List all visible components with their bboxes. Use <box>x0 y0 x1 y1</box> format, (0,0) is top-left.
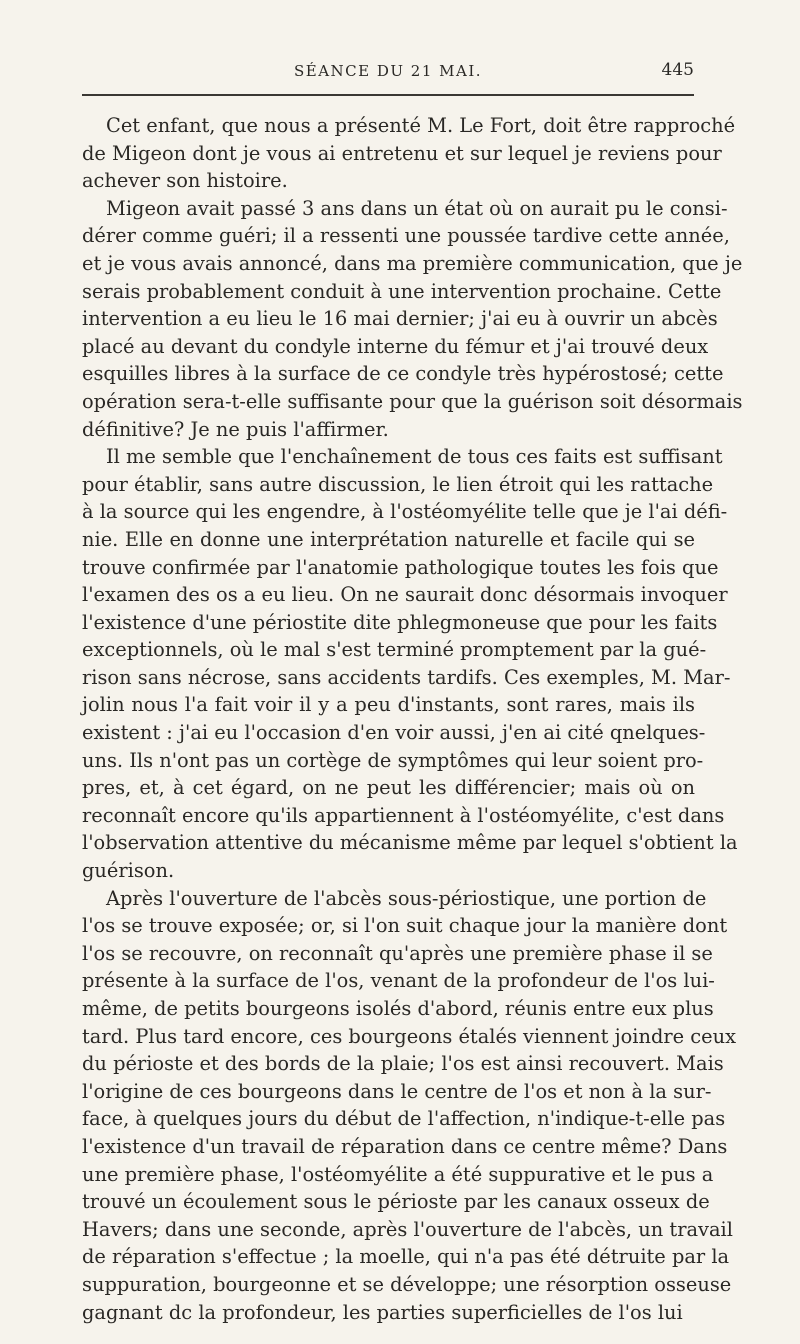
text-line: nie. Elle en donne une interprétation naturelle et facile qui se <box>82 527 695 551</box>
text-line: uns. Ils n'ont pas un cortège de symptômes qui leur soient pro- <box>82 748 704 772</box>
text-line: à la source qui les engendre, à l'ostéomyélite telle que je l'ai défi- <box>82 500 728 524</box>
text-line: l'existence d'un travail de réparation dans ce centre même? Dans <box>82 1134 728 1158</box>
text-line: même, de petits bourgeons isolés d'abord, réunis entre eux plus <box>82 997 714 1020</box>
text-line: existent : j'ai eu l'occasion d'en voir aussi, j'en ai cité qnelques- <box>82 721 706 745</box>
text-line: l'origine de ces bourgeons dans le centre de l'os et non à la sur- <box>82 1079 712 1103</box>
text-line: opération sera-t-elle suffisante pour que la guérison soit désormais <box>82 389 743 413</box>
text-line: de Migeon dont je vous ai entretenu et sur lequel je reviens pour <box>82 141 722 165</box>
text-line: et je vous avais annoncé, dans ma première communication, que je <box>82 251 743 275</box>
text-line: définitive? Je ne puis l'affirmer. <box>82 417 389 441</box>
text-line: Il me semble que l'enchaînement de tous ces faits est suffisant <box>106 445 723 469</box>
running-title: SÉANCE DU 21 MAI. <box>293 62 483 80</box>
text-line: face, à quelques jours du début de l'affection, n'indique-t-elle pas <box>82 1107 726 1131</box>
text-line: pres, et, à cet égard, on ne peut les différencier; mais où on <box>82 776 695 800</box>
text-line: l'os se recouvre, on reconnaît qu'après une première phase il se <box>82 941 713 965</box>
text-line: suppuration, bourgeonne et se développe; une résorption osseuse <box>82 1272 732 1296</box>
paragraph <box>82 195 743 443</box>
text-line: dérer comme guéri; il a ressenti une poussée tardive cette année, <box>82 224 730 248</box>
text-line: rison sans nécrose, sans accidents tardifs. Ces exemples, M. Mar- <box>82 665 731 689</box>
text-line: Migeon avait passé 3 ans dans un état où on aurait pu le consi- <box>106 196 728 220</box>
text-line: achever son histoire. <box>82 169 288 193</box>
text-line: l'existence d'une périostite dite phlegmoneuse que pour les faits <box>82 610 718 634</box>
text-line: jolin nous l'a fait voir il y a peu d'instants, sont rares, mais ils <box>82 693 695 717</box>
paragraph <box>82 885 737 1327</box>
text-line: placé au devant du condyle interne du fémur et j'ai trouvé deux <box>82 334 709 358</box>
page-header <box>82 58 694 96</box>
page-number: 445 <box>661 60 694 80</box>
text-line: guérison. <box>82 859 175 883</box>
text-line: l'observation attentive du mécanisme même par lequel s'obtient la <box>82 831 738 855</box>
text-line: l'examen des os a eu lieu. On ne saurait donc désormais invoquer <box>82 583 728 607</box>
text-line: tard. Plus tard encore, ces bourgeons étalés viennent joindre ceux <box>82 1024 737 1048</box>
paragraph <box>82 112 736 195</box>
text-line: reconnaît encore qu'ils appartiennent à l'ostéomyélite, c'est dans <box>82 803 725 827</box>
text-line: du périoste et des bords de la plaie; l'os est ainsi recouvert. Mais <box>82 1052 724 1076</box>
text-line: Havers; dans une seconde, après l'ouverture de l'abcès, un travail <box>82 1217 733 1241</box>
text-line: de réparation s'effectue ; la moelle, qui n'a pas été détruite par la <box>82 1245 730 1269</box>
text-line: intervention a eu lieu le 16 mai dernier; j'ai eu à ouvrir un abcès <box>82 307 718 331</box>
text-line: esquilles libres à la surface de ce condyle très hypérostosé; cette <box>82 362 724 386</box>
text-line: trouvé un écoulement sous le périoste par les canaux osseux de <box>82 1190 710 1214</box>
text-line: pour établir, sans autre discussion, le lien étroit qui les rattache <box>82 472 714 496</box>
body-text <box>82 112 743 1326</box>
text-line: présente à la surface de l'os, venant de la profondeur de l'os lui- <box>82 969 715 993</box>
text-line: Cet enfant, que nous a présenté M. Le Fort, doit être rapproché <box>106 114 736 137</box>
text-line: trouve confirmée par l'anatomie pathologique toutes les fois que <box>82 555 719 579</box>
text-line: l'os se trouve exposée; or, si l'on suit chaque jour la manière dont <box>82 914 728 938</box>
text-line: gagnant dc la profondeur, les parties superficielles de l'os lui <box>82 1300 683 1324</box>
text-line: Après l'ouverture de l'abcès sous-périostique, une portion de <box>106 886 707 910</box>
text-line: serais probablement conduit à une intervention prochaine. Cette <box>82 279 722 303</box>
paragraph <box>82 443 738 885</box>
text-line: une première phase, l'ostéomyélite a été suppurative et le pus a <box>82 1162 714 1186</box>
text-line: exceptionnels, où le mal s'est terminé promptement par la gué- <box>82 638 707 662</box>
